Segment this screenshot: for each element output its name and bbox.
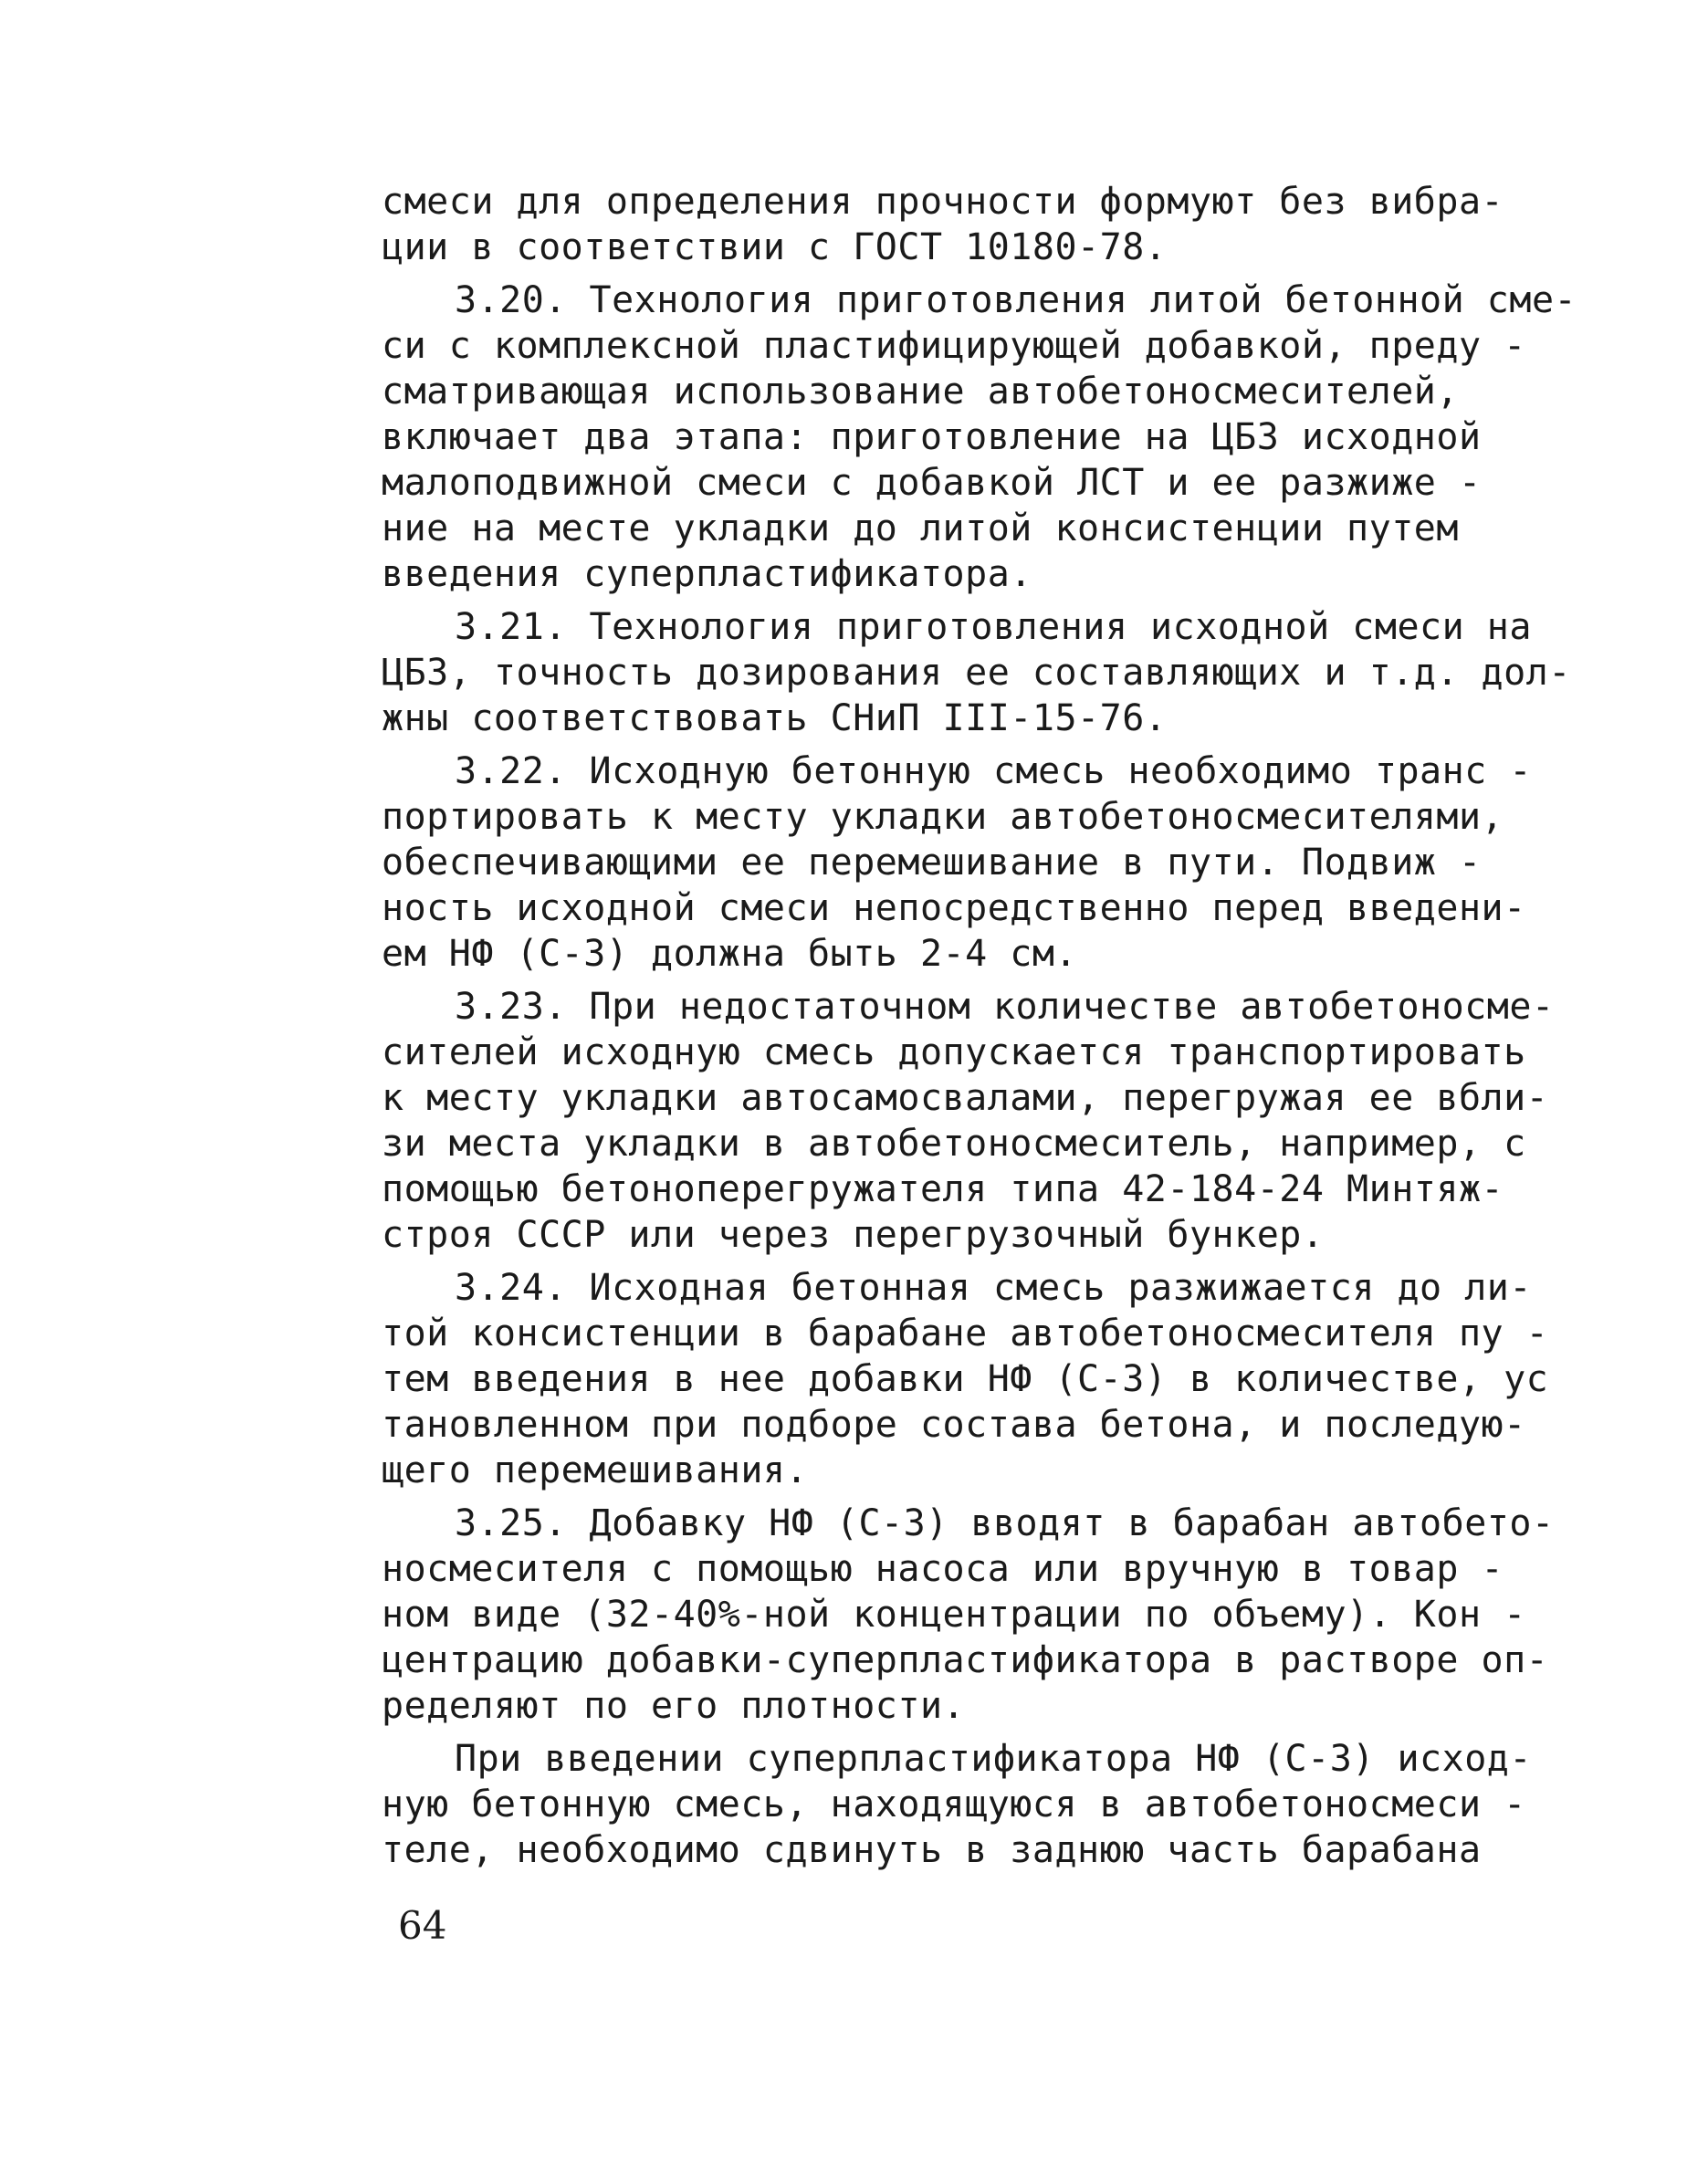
- text-line: сителей исходную смесь допускается транспортировать: [382, 1031, 1526, 1073]
- text-line: ределяют по его плотности.: [382, 1685, 966, 1727]
- text-line: 3.22. Исходную бетонную смесь необходимо транс -: [455, 750, 1532, 792]
- text-line: ную бетонную смесь, находящуюся в автобетоносмеси -: [382, 1784, 1526, 1826]
- text-line: 3.23. При недостаточном количестве автобетоносме-: [455, 986, 1555, 1028]
- text-line: зи места укладки в автобетоносмеситель, например, с: [382, 1123, 1526, 1165]
- text-line: той консистенции в барабане автобетоносмесителя пу -: [382, 1313, 1549, 1355]
- text-line: При введении суперпластификатора НФ (С-3) исход-: [455, 1738, 1532, 1780]
- text-line: ность исходной смеси непосредственно перед введени-: [382, 887, 1526, 929]
- paragraph-continuation: [382, 179, 1559, 270]
- text-line: смеси для определения прочности формуют без вибра-: [382, 181, 1504, 223]
- paragraph-3-21: [382, 604, 1571, 741]
- paragraph-3-23: [382, 984, 1559, 1258]
- text-line: 3.20. Технология приготовления литой бетонной сме-: [455, 279, 1577, 321]
- text-line: строя СССР или через перегрузочный бункер.: [382, 1214, 1325, 1256]
- text-line: щего перемешивания.: [382, 1449, 809, 1491]
- page-body: [382, 179, 1577, 1873]
- text-line: ЦБЗ, точность дозирования ее составляющих и т.д. дол-: [382, 652, 1571, 694]
- text-line: введения суперпластификатора.: [382, 553, 1032, 595]
- text-line: теле, необходимо сдвинуть в заднюю часть барабана: [382, 1829, 1482, 1871]
- paragraph-3-25: [382, 1501, 1559, 1729]
- text-line: к месту укладки автосамосвалами, перегружая ее вбли-: [382, 1077, 1549, 1119]
- text-line: тановленном при подборе состава бетона, и последую-: [382, 1404, 1526, 1446]
- text-line: центрацию добавки-суперпластификатора в растворе оп-: [382, 1639, 1549, 1681]
- text-line: малоподвижной смеси с добавкой ЛСТ и ее разжиже -: [382, 462, 1482, 504]
- text-line: сматривающая использование автобетоносмесителей,: [382, 371, 1459, 413]
- text-line: си с комплексной пластифицирующей добавкой, преду -: [382, 325, 1526, 367]
- text-line: 3.21. Технология приготовления исходной смеси на: [455, 606, 1532, 648]
- text-line: включает два этапа: приготовление на ЦБЗ исходной: [382, 416, 1482, 458]
- text-line: носмесителя с помощью насоса или вручную в товар -: [382, 1548, 1504, 1590]
- text-line: обеспечивающими ее перемешивание в пути. Подвиж -: [382, 842, 1482, 884]
- text-line: 3.24. Исходная бетонная смесь разжижается до ли-: [455, 1267, 1532, 1309]
- text-line: портировать к месту укладки автобетоносмесителями,: [382, 796, 1504, 838]
- text-line: ном виде (32-40%-ной концентрации по объему). Кон -: [382, 1594, 1526, 1636]
- text-line: помощью бетоноперегружателя типа 42-184-24 Минтяж-: [382, 1168, 1504, 1210]
- paragraph-3-22: [382, 748, 1559, 977]
- page-number: 64: [398, 1903, 447, 1948]
- text-line: ем НФ (С-3) должна быть 2-4 см.: [382, 933, 1078, 975]
- text-line: ние на месте укладки до литой консистенции путем: [382, 507, 1459, 549]
- text-line: жны соответствовать СНиП III-15-76.: [382, 697, 1168, 739]
- paragraph-3-24: [382, 1265, 1559, 1493]
- text-line: 3.25. Добавку НФ (С-3) вводят в барабан автобето-: [455, 1502, 1555, 1544]
- text-line: ции в соответствии с ГОСТ 10180-78.: [382, 226, 1168, 268]
- paragraph-3-20: [382, 277, 1577, 597]
- text-line: тем введения в нее добавки НФ (С-3) в количестве, ус: [382, 1358, 1549, 1400]
- paragraph-superplasticizer: [382, 1736, 1559, 1873]
